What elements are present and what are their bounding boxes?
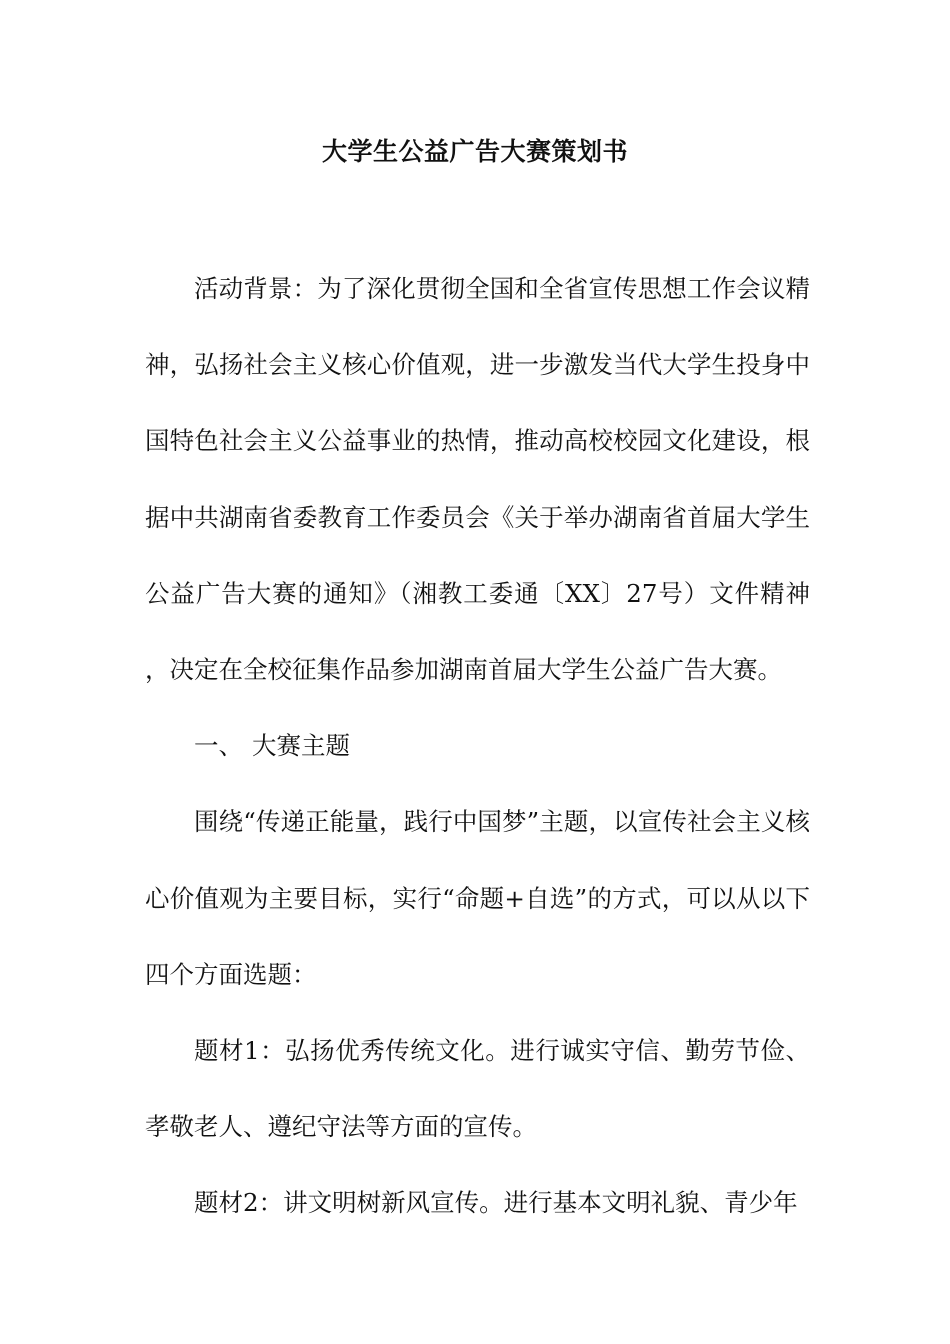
document-title: 大学生公益广告大赛策划书 (321, 137, 628, 166)
section-heading (145, 708, 810, 784)
topic-2-paragraph: 题材2：讲文明树新风宣传。进行基本文明礼貌、青少年 (194, 1188, 798, 1218)
section-title: 大赛主题 (252, 731, 350, 761)
theme-paragraph: 围绕“传递正能量，践行中国梦”主题，以宣传社会主义核心价值观为主要目标，实行“命题+自选”的方式，可以从以下四个方面选题： (145, 807, 810, 989)
document-body (145, 251, 810, 1242)
background-paragraph: 活动背景：为了深化贯彻全国和全省宣传思想工作会议精神，弘扬社会主义核心价值观，进一步激发当代大学生投身中国特色社会主义公益事业的热情，推动高校校园文化建设，根据中共湖南省委教育工作委员会《关于举办湖南省首届大学生公益广告大赛的通知》（湘教工委通〔XX〕27号）文件精神，决定在全校征集作品参加湖南首届大学生公益广告大赛。 (145, 274, 810, 685)
section-number: 一、 (194, 731, 243, 761)
topic-1-paragraph: 题材1：弘扬优秀传统文化。进行诚实守信、勤劳节俭、孝敬老人、遵纪守法等方面的宣传。 (145, 1036, 810, 1142)
